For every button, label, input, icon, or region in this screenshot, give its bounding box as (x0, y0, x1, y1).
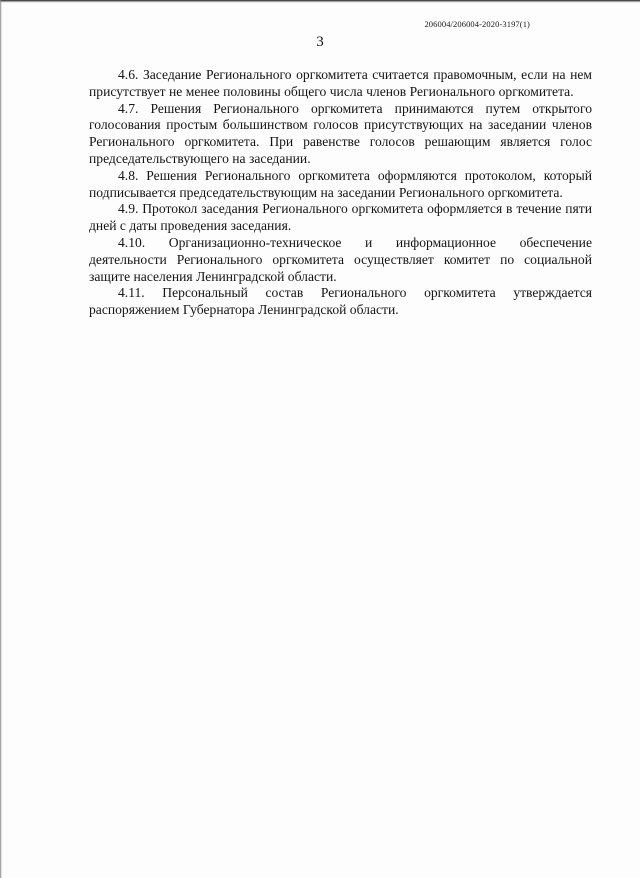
paragraph-4-9: 4.9. Протокол заседания Регионального оргкомитета оформляется в течение пяти дней с даты проведения заседания. (89, 201, 592, 234)
paragraph-4-11: 4.11. Персональный состав Регионального оргкомитета утверждается распоряжением Губернатора Ленинградской области. (89, 285, 592, 318)
scan-edge-top (0, 0, 640, 3)
paragraph-4-8: 4.8. Решения Регионального оргкомитета оформляются протоколом, который подписывается председательствующим на заседании Регионального оргкомитета. (89, 167, 592, 200)
paragraph-4-6: 4.6. Заседание Регионального оргкомитета считается правомочным, если на нем присутствует не менее половины общего числа членов Регионального оргкомитета. (89, 67, 592, 99)
paragraph-4-7: 4.7. Решения Регионального оргкомитета принимаются путем открытого голосования простым большинством голосов присутствующих на заседании членов Регионального оргкомитета. При равенстве голосов решающим является голос председательствующего на заседании. (89, 100, 592, 166)
paragraph-4-10: 4.10. Организационно-техническое и информационное обеспечение деятельности Регионального оргкомитета осуществляет комитет по социальной защите населения Ленинградской области. (89, 234, 592, 284)
scan-edge-left (0, 0, 2, 878)
document-body (89, 67, 592, 319)
document-id: 206004/206004-2020-3197(1) (424, 19, 530, 29)
page-number: 3 (316, 34, 324, 50)
